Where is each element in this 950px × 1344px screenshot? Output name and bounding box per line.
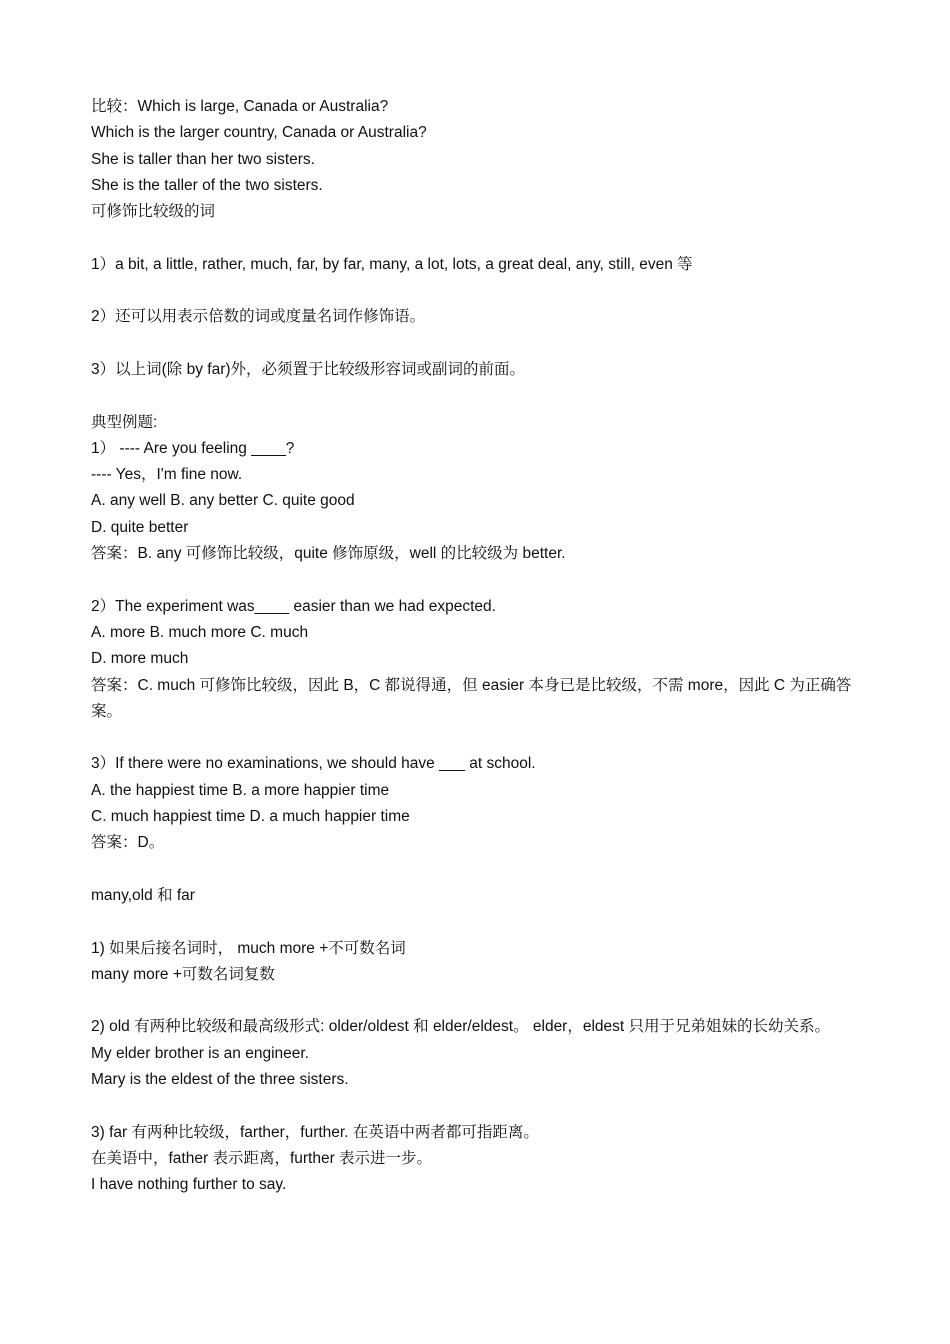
text-line: Mary is the eldest of the three sisters. [91, 1070, 349, 1088]
text-line: 在美语中，father 表示距离，further 表示进一步。 [91, 1149, 433, 1167]
answer-options: A. more B. much more C. much [91, 623, 309, 641]
answer-options: A. the happiest time B. a more happier time [91, 781, 390, 799]
blank-line [91, 278, 866, 304]
text-line: She is the taller of the two sisters. [91, 176, 323, 194]
text-line: My elder brother is an engineer. [91, 1044, 309, 1062]
answer-options: D. more much [91, 650, 189, 668]
answer-options: A. any well B. any better C. quite good [91, 492, 355, 510]
blank-line [91, 1093, 866, 1119]
blank-line [91, 988, 866, 1014]
answer-options: D. quite better [91, 518, 189, 536]
blank-line [91, 909, 866, 935]
section-heading-examples: 典型例题: [91, 413, 158, 431]
blank-line [91, 567, 866, 593]
blank-line [91, 725, 866, 751]
text-line: many more +可数名词复数 [91, 965, 275, 983]
text-line-rule-3: 3）以上词(除 by far)外，必须置于比较级形容词或副词的前面。 [91, 360, 526, 378]
text-line: 1) 如果后接名词时， much more +不可数名词 [91, 939, 406, 957]
text-line-rule-1: 1）a bit, a little, rather, much, far, by far, many, a lot, lots, a great deal, any, still, even 等 [91, 255, 693, 273]
answer-explanation: 答案：C. much 可修饰比较级，因此 B，C 都说得通，但 easier 本身已是比较级，不需 more，因此 C 为正确答案。 [91, 676, 852, 720]
answer-explanation: 答案：B. any 可修饰比较级，quite 修饰原级，well 的比较级为 better. [91, 545, 566, 563]
text-line: She is taller than her two sisters. [91, 150, 315, 168]
document-page [91, 94, 866, 1198]
answer-options: C. much happiest time D. a much happier time [91, 808, 410, 826]
text-line-comparison: 比较：Which is large, Canada or Australia? [91, 98, 389, 115]
section-heading-modifiers: 可修饰比较级的词 [91, 203, 216, 221]
text-line-rule-2: 2）还可以用表示倍数的词或度量名词作修饰语。 [91, 308, 426, 326]
example-question-2: 2）The experiment was____ easier than we had expected. [91, 597, 496, 615]
answer-explanation: 答案：D。 [91, 834, 165, 852]
blank-line [91, 225, 866, 251]
blank-line [91, 331, 866, 357]
section-heading-many-old-far: many,old 和 far [91, 886, 195, 904]
text-line: I have nothing further to say. [91, 1176, 287, 1194]
text-line: 2) old 有两种比较级和最高级形式: older/oldest 和 elder/eldest。 elder，eldest 只用于兄弟姐妹的长幼关系。 [91, 1018, 831, 1036]
blank-line [91, 383, 866, 409]
blank-line [91, 857, 866, 883]
example-question-1: 1） ---- Are you feeling ____? [91, 439, 295, 457]
text-line: 3) far 有两种比较级，farther，further. 在英语中两者都可指距离。 [91, 1123, 539, 1141]
text-line: Which is the larger country, Canada or Australia? [91, 124, 427, 142]
example-question-3: 3）If there were no examinations, we should have ___ at school. [91, 755, 536, 773]
text-line: ---- Yes，I'm fine now. [91, 466, 243, 484]
